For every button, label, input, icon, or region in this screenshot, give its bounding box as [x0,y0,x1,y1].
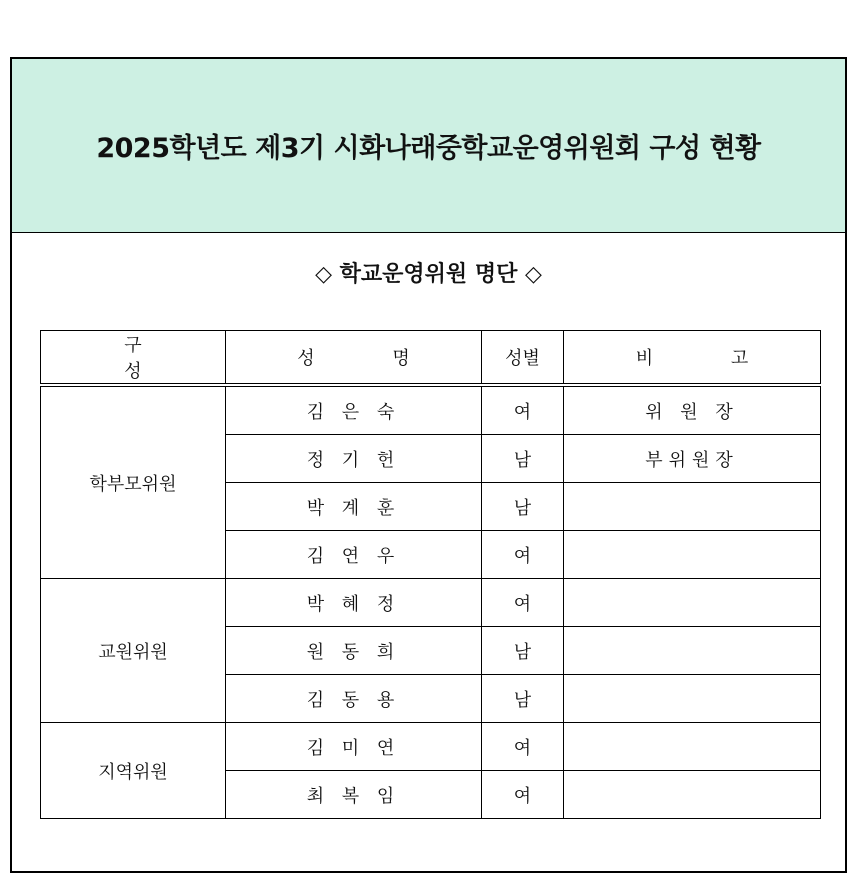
member-name: 박 혜 정 [226,579,482,627]
member-note [564,627,821,675]
member-name: 김 미 연 [226,723,482,771]
table-row [41,723,821,771]
member-name: 정 기 헌 [226,435,482,483]
member-note [564,579,821,627]
member-gender: 여 [482,579,564,627]
member-note: 부위원장 [564,435,821,483]
member-note [564,531,821,579]
document-frame [10,57,847,873]
header-gender: 성별 [482,331,564,386]
header-note: 비 고 [564,331,821,386]
member-gender: 여 [482,531,564,579]
member-gender: 여 [482,771,564,819]
member-name: 김 연 우 [226,531,482,579]
table-row [41,579,821,627]
member-note: 위 원 장 [564,385,821,435]
member-name: 원 동 희 [226,627,482,675]
subtitle: ◇ 학교운영위원 명단 ◇ [315,262,542,287]
member-note [564,771,821,819]
roster-body [41,385,821,819]
roster-table [40,330,821,819]
header-composition: 구 성 [41,331,226,386]
table-row [41,385,821,435]
member-gender: 남 [482,435,564,483]
member-gender: 남 [482,627,564,675]
member-gender: 여 [482,385,564,435]
header-name: 성 명 [226,331,482,386]
member-note [564,675,821,723]
member-gender: 남 [482,675,564,723]
group-label: 교원위원 [41,579,226,723]
title-band [12,59,845,233]
member-note [564,483,821,531]
member-gender: 남 [482,483,564,531]
group-label: 지역위원 [41,723,226,819]
member-name: 김 동 용 [226,675,482,723]
member-name: 김 은 숙 [226,385,482,435]
member-note [564,723,821,771]
table-header-row [41,331,821,386]
group-label: 학부모위원 [41,385,226,579]
page-title: 2025학년도 제3기 시화나래중학교운영위원회 구성 현황 [96,133,761,164]
member-name: 최 복 임 [226,771,482,819]
member-name: 박 계 훈 [226,483,482,531]
member-gender: 여 [482,723,564,771]
